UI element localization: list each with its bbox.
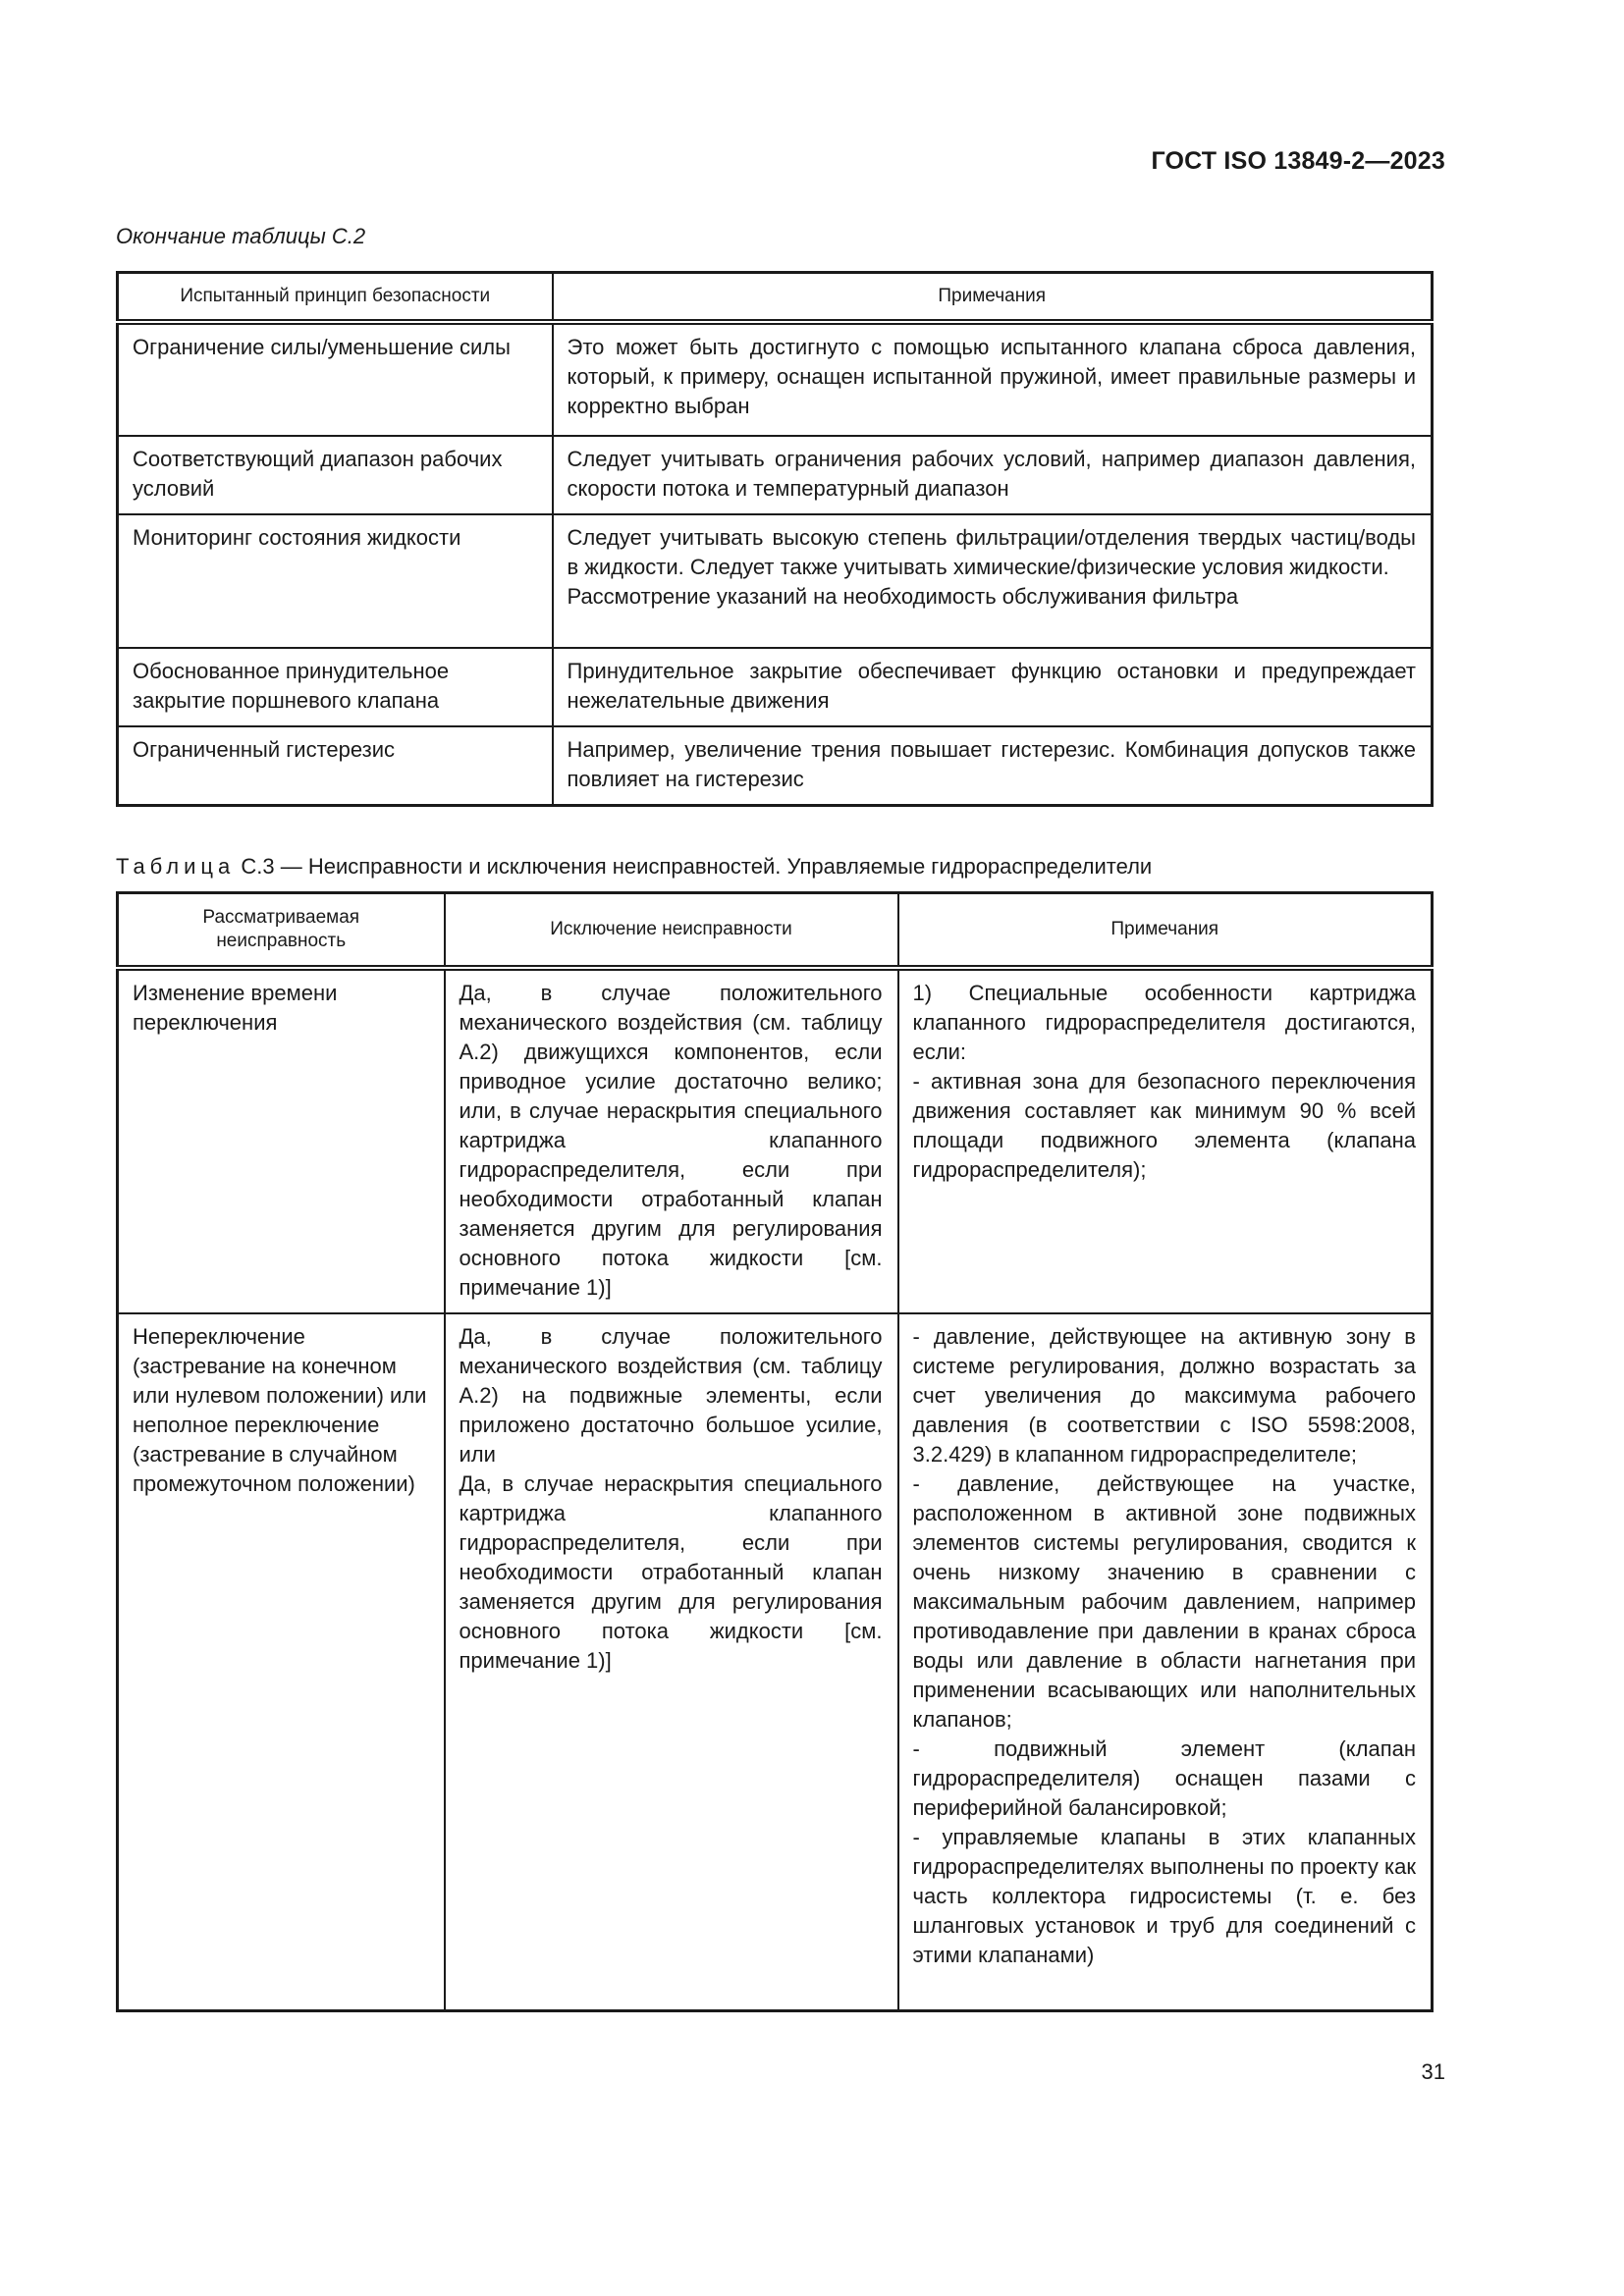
principle-cell: Мониторинг состояния жидкости [118,514,553,648]
table-c3-caption-prefix: Таблица [116,854,236,879]
table-row [118,968,1433,1313]
table-c3 [116,891,1434,2012]
column-header-exclusion: Исключение неисправности [445,893,898,969]
fault-cell: Непереключение (застревание на конечном или нулевом положении) или неполное переключение (застревание в случайном промежуточном положении) [118,1313,445,2010]
table-header-row [118,893,1433,969]
notes-cell: Это может быть достигнуто с помощью испытанного клапана сброса давления, который, к примеру, оснащен испытанной пружиной, имеет правильные размеры и корректно выбран [553,322,1433,436]
table-row [118,648,1433,726]
table-row [118,1313,1433,2010]
notes-cell: - давление, действующее на активную зону в системе регулирования, должно возрастать за счет увеличения до максимума рабочего давления (в соответствии с ISO 5598:2008, 3.2.429) в клапанном гидрораспределителе; - давление, действующее на участке, расположенном в активной зоне подвижных элементов системы регулирования, сводится к очень низкому значению в сравнении с максимальным рабочим давлением, например противодавление при давлении в кранах сброса воды или давление в области нагнетания при применении всасывающих или наполнительных клапанов; - подвижный элемент (клапан гидрораспределителя) оснащен пазами с периферийной балансировкой; - управляемые клапаны в этих клапанных гидрораспределителях выполнены по проекту как часть коллектора гидросистемы (т. е. без шланговых установок и труб для соединений с этими клапанами) [898,1313,1433,2010]
principle-cell: Обоснованное принудительное закрытие поршневого клапана [118,648,553,726]
table-row [118,514,1433,648]
principle-cell: Ограниченный гистерезис [118,726,553,806]
table-header-row [118,273,1433,323]
notes-cell: Следует учитывать ограничения рабочих условий, например диапазон давления, скорости потока и температурный диапазон [553,436,1433,514]
table-c2-continuation [116,271,1434,807]
document-code: ГОСТ ISO 13849-2—2023 [1151,147,1445,175]
exclusion-cell: Да, в случае положительного механического воздействия (см. таблицу А.2) на подвижные элементы, если приложено достаточно большое усилие, или Да, в случае нераскрытия специального картриджа клапанного гидрораспределителя, если при необходимости отработанный клапан заменяется другим для регулирования основного потока жидкости [см. примечание 1)] [445,1313,898,2010]
notes-cell: Например, увеличение трения повышает гистерезис. Комбинация допусков также повлияет на гистерезис [553,726,1433,806]
table-row [118,436,1433,514]
table-c3-caption [116,854,1152,880]
principle-cell: Соответствующий диапазон рабочих условий [118,436,553,514]
notes-cell: Принудительное закрытие обеспечивает функцию остановки и предупреждает нежелательные движения [553,648,1433,726]
notes-cell: 1) Специальные особенности картриджа клапанного гидрораспределителя достигаются, если: - активная зона для безопасного переключения движения составляет как минимум 90 % всей площади подвижного элемента (клапана гидрораспределителя); [898,968,1433,1313]
notes-cell: Следует учитывать высокую степень фильтрации/отделения твердых частиц/воды в жидкости. Следует также учитывать химические/физические условия жидкости. Рассмотрение указаний на необходимость обслуживания фильтра [553,514,1433,648]
table-c3-caption-title: С.3 — Неисправности и исключения неисправностей. Управляемые гидрораспределители [241,854,1153,879]
page-number: 31 [1421,2059,1445,2084]
column-header-notes: Примечания [898,893,1433,969]
table-c2-continuation-caption: Окончание таблицы С.2 [116,224,366,248]
column-header-fault: Рассматриваемая неисправность [118,893,445,969]
column-header-principle: Испытанный принцип безопасности [118,273,553,323]
table-row [118,726,1433,806]
principle-cell: Ограничение силы/уменьшение силы [118,322,553,436]
fault-cell: Изменение времени переключения [118,968,445,1313]
exclusion-cell: Да, в случае положительного механического воздействия (см. таблицу А.2) движущихся компонентов, если приводное усилие достаточно велико; или, в случае нераскрытия специального картриджа клапанного гидрораспределителя, если при необходимости отработанный клапан заменяется другим для регулирования основного потока жидкости [см. примечание 1)] [445,968,898,1313]
column-header-notes: Примечания [553,273,1433,323]
table-row [118,322,1433,436]
